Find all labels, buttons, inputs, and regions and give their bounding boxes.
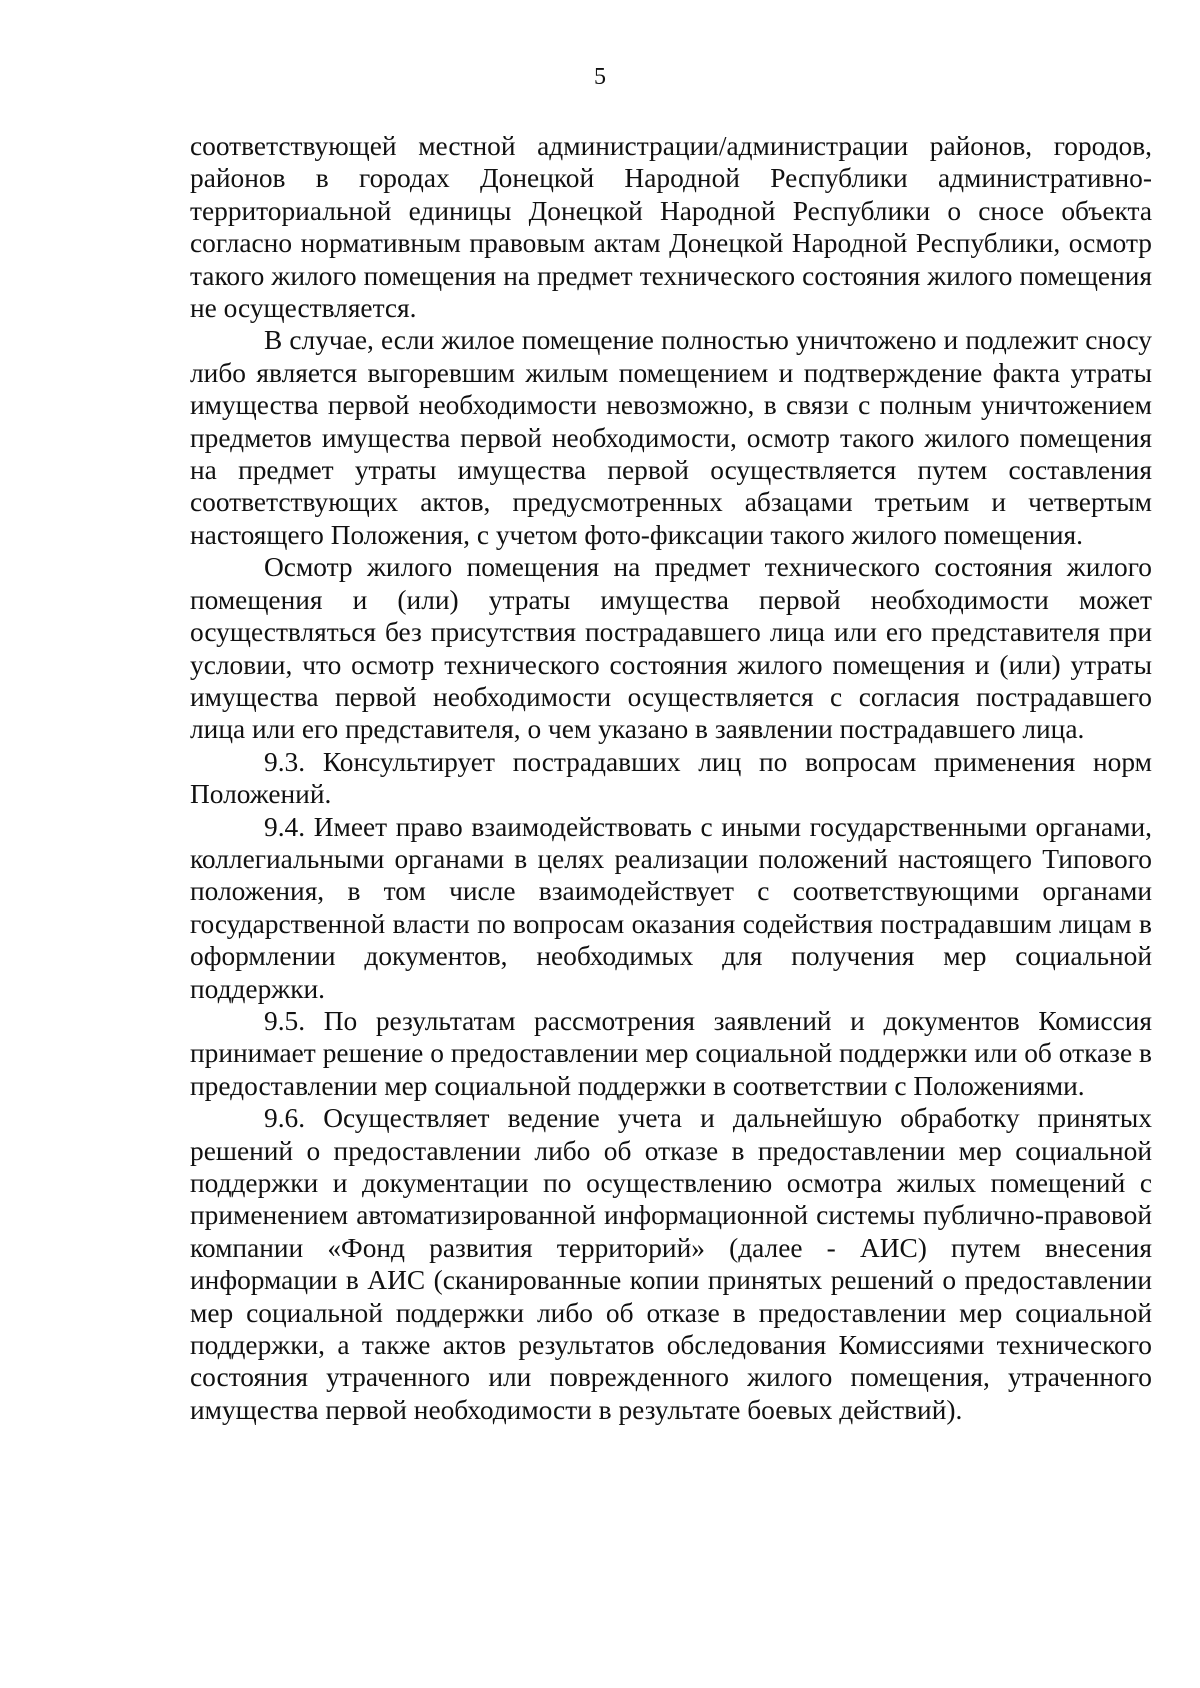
paragraph-9-5: 9.5. По результатам рассмотрения заявлений и документов Комиссия принимает решение о предоставлении мер социальной поддержки или об отказе в предоставлении мер социальной поддержки в соответствии с Положениями.	[190, 1005, 1152, 1101]
paragraph-9-4: 9.4. Имеет право взаимодействовать с иными государственными органами, коллегиальными органами в целях реализации положений настоящего Типового положения, в том числе взаимодействует с соответствующими органами государственной власти по вопросам оказания содействия пострадавшим лицам в оформлении документов, необходимых для получения мер социальной поддержки.	[190, 811, 1152, 1004]
paragraph-9-3: 9.3. Консультирует пострадавших лиц по вопросам применения норм Положений.	[190, 746, 1152, 810]
document-body	[190, 130, 1152, 1426]
paragraph-continuation: соответствующей местной администрации/администрации районов, городов, районов в городах Донецкой Народной Республики административно-территориальной единицы Донецкой Народной Республики о сносе объекта согласно нормативным правовым актам Донецкой Народной Республики, осмотр такого жилого помещения на предмет технического состояния жилого помещения не осуществляется.	[190, 131, 1152, 324]
paragraph-destroyed-dwelling: В случае, если жилое помещение полностью уничтожено и подлежит сносу либо является выгоревшим жилым помещением и подтверждение факта утраты имущества первой необходимости невозможно, в связи с полным уничтожением предметов имущества первой необходимости, осмотр такого жилого помещения на предмет утраты имущества первой осуществляется путем составления соответствующих актов, предусмотренных абзацами третьим и четвертым настоящего Положения, с учетом фото-фиксации такого жилого помещения.	[190, 325, 1152, 550]
paragraph-9-6: 9.6. Осуществляет ведение учета и дальнейшую обработку принятых решений о предоставлении либо об отказе в предоставлении мер социальной поддержки и документации по осуществлению осмотра жилых помещений с применением автоматизированной информационной системы публично-правовой компании «Фонд развития территорий» (далее - АИС) путем внесения информации в АИС (сканированные копии принятых решений о предоставлении мер социальной поддержки либо об отказе в предоставлении мер социальной поддержки, а также актов результатов обследования Комиссиями технического состояния утраченного или поврежденного жилого помещения, утраченного имущества первой необходимости в результате боевых действий).	[190, 1103, 1152, 1425]
page-number: 5	[594, 64, 606, 90]
paragraph-inspection-without-presence: Осмотр жилого помещения на предмет технического состояния жилого помещения и (или) утраты имущества первой необходимости может осуществляться без присутствия пострадавшего лица или его представителя при условии, что осмотр технического состояния жилого помещения и (или) утраты имущества первой необходимости осуществляется с согласия пострадавшего лица или его представителя, о чем указано в заявлении пострадавшего лица.	[190, 552, 1152, 745]
